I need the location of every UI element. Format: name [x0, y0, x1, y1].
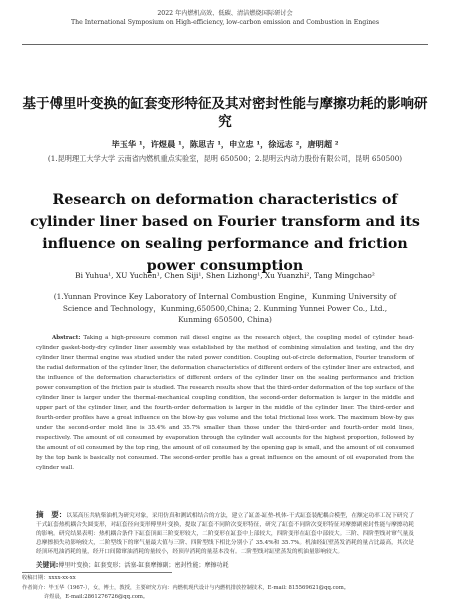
keywords-zh — [36, 559, 414, 569]
authors-en: Bi Yuhua¹, XU Yuchen¹, Chen Siji¹, Shen Lizhong¹, Xu Yuanzhi², Tang Mingchao² — [75, 271, 375, 280]
title-zh: 基于傅里叶变换的缸套变形特征及其对密封性能与摩擦功耗的影响研究 — [22, 96, 428, 130]
abstract-en-label: Abstract: — [52, 335, 81, 341]
abstract-zh-text: 以某高压共轨柴油机为研究对象，采用仿真和测试相结合的方法，建立了缸盖-缸垫-机体-干式缸套装配耦合模型，在额定功率工况下研究了干式缸套热机耦合失圆变形，对缸套径向变形傅里叶变换，提取了缸套不同阶次变形特征，研究了缸套不同阶次变形特征对摩擦副密封性能与摩擦功耗的影响。研究结果表明：热机耦合条件下缸套顶面三阶变形较大，二阶变形在缸套中上部较大，四阶变形在缸套中部较大。三阶、四阶型线对窜气量及总摩擦损失功影响较大，二阶型线下的窜气量最大值与三阶、四阶型线下相比分别小了 35.4%和 35.7%。机油经缸壁蒸发消耗的量占比最高，其次是经顶环甩油消耗的量，经开口间隙窜油消耗的量较小，经顶岸消耗的量基本没有。二阶型线对缸壁蒸发的机油量影响较大。 — [36, 513, 415, 556]
keywords-label: 关键词: — [36, 561, 59, 569]
affiliation-en: (1.Yunnan Province Key Laboratory of Internal Combustion Engine，Kunming University of Science and Technology，Kunming,650500,China; 2. Kunming Yunnei Power Co., Ltd., Kunming 650500, China) — [53, 292, 397, 324]
header-line-zh: 2022 年内燃机高效、低碳、清洁燃烧国际研讨会 — [157, 10, 293, 17]
abstract-en-text: Taking a high-pressure common rail diesel engine as the research object, the coupling model of cylinder head-cylinder gasket-body-dry cylinder liner assembly was established by the method of combining simulation and testing, and the dry cylinder liner thermal engine was studied under the rated power condition. Coupling out-of-circle deformation, Fourier transform of the radial deformation of the cylinder liner, the deformation characteristics of different orders of the cylinder liner are extracted, and the influence of the deformation characteristics of different orders of the cylinder liner on the sealing performance and friction power consumption of the friction pair is studied. The research results show that the third-order deformation of the top surface of the cylinder liner is larger under the thermal-mechanical coupling condition, the second-order deformation is larger in the middle and upper part of the cylinder liner, and the fourth-order deformation is larger in the middle of the cylinder liner. The third-order and fourth-order profiles have a great influence on the blow-by gas volume and the total frictional loss work. The maximum blow-by gas under the second-order mold line is 35.4% and 35.7% smaller than those under the third-order and fourth-order mold lines, respectively. The amount of oil consumed by evaporation through the cylinder wall accounts for the highest proportion, followed by the amount of oil consumed by the top ring, the amount of oil consumed by the opening gap is small, and the amount of oil consumed by the top bank is basically not consumed. The second-order profile has a great influence on the amount of oil evaporated from the cylinder wall. — [36, 335, 415, 471]
footnote-author-info: 作者简介：毕玉华（1967-），女，博士，教授，主要研究方向：内燃机现代设计与内燃机排放控制技术，E-mail: 815569621@qq.com。 — [22, 584, 350, 591]
header-divider — [22, 44, 428, 45]
authors-zh: 毕玉华 ¹，许煜晨 ¹，陈思吉 ¹，申立忠 ¹，徐远志 ²，唐明超 ² — [111, 139, 339, 149]
footnote-email: 许煜晨，E-mail:2861276726@qq.com。 — [44, 594, 149, 601]
footnotes — [22, 574, 428, 603]
abstract-zh — [36, 510, 414, 557]
title-en: Research on deformation characteristics of cylinder liner based on Fourier transform and its influence on sealing performance and friction power consumption — [30, 192, 420, 274]
footnote-received: 收稿日期：xxxx-xx-xx — [22, 575, 76, 581]
symposium-header — [20, 9, 430, 27]
affiliation-zh: (1.昆明理工大学大学 云南省内燃机重点实验室，昆明 650500；2.昆明云内动力股份有限公司，昆明 650500) — [47, 154, 403, 163]
keywords-text: 傅里叶变换；缸套变形；活塞-缸套摩擦副；密封性能；摩擦功耗 — [58, 562, 229, 569]
footnote-divider — [22, 572, 172, 573]
abstract-en — [36, 333, 414, 473]
header-line-en: The International Symposium on High-efficiency, low-carbon emission and Combustion in Engines — [70, 19, 380, 26]
abstract-zh-label: 摘 要： — [36, 510, 67, 519]
